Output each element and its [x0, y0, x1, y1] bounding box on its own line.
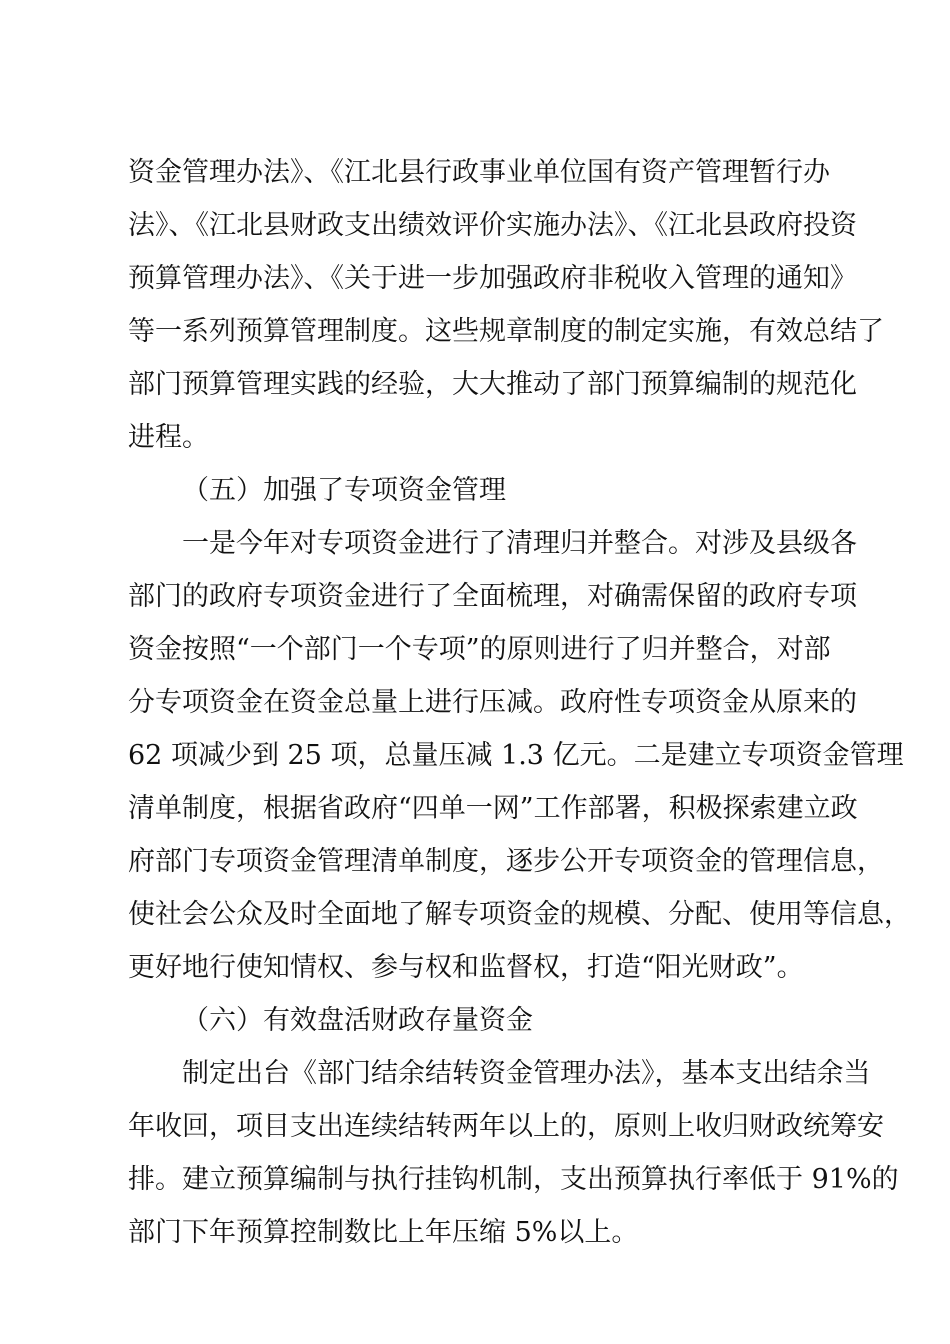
text-line: 清单制度，根据省政府“四单一网”工作部署，积极探索建立政	[128, 793, 858, 824]
text-line: 预算管理办法》、《关于进一步加强政府非税收入管理的通知》	[128, 263, 857, 294]
text-line: 法》、《江北县财政支出绩效评价实施办法》、《江北县政府投资	[128, 210, 857, 241]
text-line: 年收回，项目支出连续结转两年以上的，原则上收归财政统筹安	[128, 1111, 884, 1142]
text-line: 一是今年对专项资金进行了清理归并整合。对涉及县级各	[182, 528, 857, 559]
text-line: 部门预算管理实践的经验，大大推动了部门预算编制的规范化	[128, 369, 857, 400]
text-line: 资金管理办法》、《江北县行政事业单位国有资产管理暂行办	[128, 157, 830, 188]
text-line: 进程。	[128, 422, 209, 453]
text-line: 部门下年预算控制数比上年压缩 5%以上。	[128, 1217, 639, 1248]
section-heading: （六）有效盘活财政存量资金	[182, 1005, 533, 1036]
text-line: 更好地行使知情权、参与权和监督权，打造“阳光财政”。	[128, 952, 804, 983]
text-line: 分专项资金在资金总量上进行压减。政府性专项资金从原来的	[128, 687, 857, 718]
text-line: 府部门专项资金管理清单制度，逐步公开专项资金的管理信息，	[128, 846, 884, 877]
section-heading: （五）加强了专项资金管理	[182, 475, 506, 506]
text-line: 使社会公众及时全面地了解专项资金的规模、分配、使用等信息，	[128, 899, 911, 930]
text-line: 排。建立预算编制与执行挂钩机制，支出预算执行率低于 91%的	[128, 1164, 899, 1195]
text-line: 制定出台《部门结余结转资金管理办法》，基本支出结余当	[182, 1058, 871, 1089]
text-line: 62 项减少到 25 项，总量压减 1.3 亿元。二是建立专项资金管理	[128, 740, 904, 771]
text-line: 等一系列预算管理制度。这些规章制度的制定实施，有效总结了	[128, 316, 884, 347]
text-line: 部门的政府专项资金进行了全面梳理，对确需保留的政府专项	[128, 581, 857, 612]
text-line: 资金按照“一个部门一个专项”的原则进行了归并整合，对部	[128, 634, 831, 665]
